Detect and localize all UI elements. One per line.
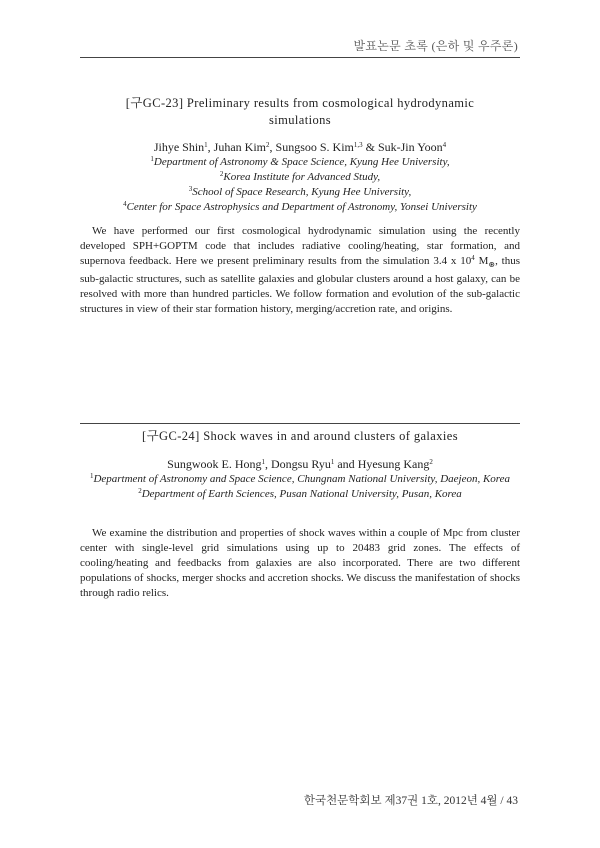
author-sup: 2 xyxy=(429,458,433,466)
author-sup: 1 xyxy=(261,458,265,466)
abstract-1-title-line1: Preliminary results from cosmological hydrodynamic xyxy=(186,96,475,110)
affiliation-line: $^2$Department of Earth Sciences, Pusan National University, Pusan, Korea xyxy=(138,487,462,500)
abstract-2-text: We examine the distribution and properties of shock waves within a couple of Mpc from cluster center with single-level grid simulations using up to 20483 grid zones. The effects of cooling/heating and feedbacks from galaxies are also incorporated. There are two different populations of shocks, merger shocks and accretion shocks. We discuss the manifestation of shocks through radio relics. xyxy=(80,527,520,599)
abstract-1-code: [구GC-23] xyxy=(125,96,184,110)
abstract-1-authors: Jihye Shin$^1$, Juhan Kim$^2$, Sungsoo S. Kim$^{1,3}$ & Suk-Jin Yoon$^4$ xyxy=(153,140,447,154)
abstract-1-text-part2: , thus sub-galactic structures, such as satellite galaxies and globular clusters around a host galaxy, can be resolved with more than hundred particles. We follow formation and evolution of the sub-galactic structures in view of their star formation history, merging/accretion rate, and origins. xyxy=(80,255,521,316)
abstract-1-text-part1: We have performed our first cosmological hydrodynamic simulation using the recently developed SPH+GOPTM code that includes radiative cooling/heating, star formation, and supernova feedback. Here we present preliminary results from the simulation xyxy=(80,225,520,267)
affiliation-line: $^2$Korea Institute for Advanced Study, xyxy=(219,170,381,183)
abstract-2-title-text: Shock waves in and around clusters of galaxies xyxy=(203,429,458,443)
author-sup: 2 xyxy=(266,141,270,149)
abstract-2-body xyxy=(80,526,520,601)
author-sup: 1 xyxy=(204,141,208,149)
author-name: Dongsu Ryu xyxy=(271,457,331,471)
abstract-1-affiliations xyxy=(72,155,528,215)
mass-resolution: 3.4 x $10^4$ $M_⊛$ xyxy=(433,254,496,270)
affiliation-line: $^1$Department of Astronomy & Space Science, Kyung Hee University, xyxy=(150,155,450,168)
footer-citation: 한국천문학회보 제37권 1호, 2012년 4월 / 43 xyxy=(303,795,518,807)
abstract-2-affiliations xyxy=(72,472,528,502)
affiliation-line: $^1$Department of Astronomy and Space Science, Chungnam National University, Daejeon, Korea xyxy=(89,472,511,485)
author-sup: 1,3 xyxy=(353,141,363,149)
abstract-2-code: [구GC-24] xyxy=(142,429,200,443)
author-sup: 4 xyxy=(442,141,447,149)
header-rule xyxy=(80,57,520,58)
abstract-2-title xyxy=(80,428,520,445)
author-sup: 1 xyxy=(330,458,335,466)
section-divider xyxy=(80,423,520,424)
author-name: Sungsoo S. Kim xyxy=(275,140,354,154)
abstract-2-authors: Sungwook E. Hong$^1$, Dongsu Ryu$^1$ and Hyesung Kang$^2$ xyxy=(167,457,433,471)
author-name: Sungwook E. Hong xyxy=(167,457,262,471)
affiliation-line: $^3$School of Space Research, Kyung Hee University, xyxy=(188,185,412,198)
abstract-1-body xyxy=(80,224,520,317)
author-name: Jihye Shin xyxy=(153,140,205,154)
abstract-1-title xyxy=(80,95,520,129)
author-name: Juhan Kim xyxy=(213,140,267,154)
affiliation-line: $^4$Center for Space Astrophysics and Department of Astronomy, Yonsei University xyxy=(123,200,477,213)
author-name: Hyesung Kang xyxy=(357,457,430,471)
author-name: Suk-Jin Yoon xyxy=(377,140,443,154)
abstract-1-title-line2: simulations xyxy=(268,113,332,127)
running-header: 발표논문 초록 (은하 및 우주론) xyxy=(353,39,518,53)
